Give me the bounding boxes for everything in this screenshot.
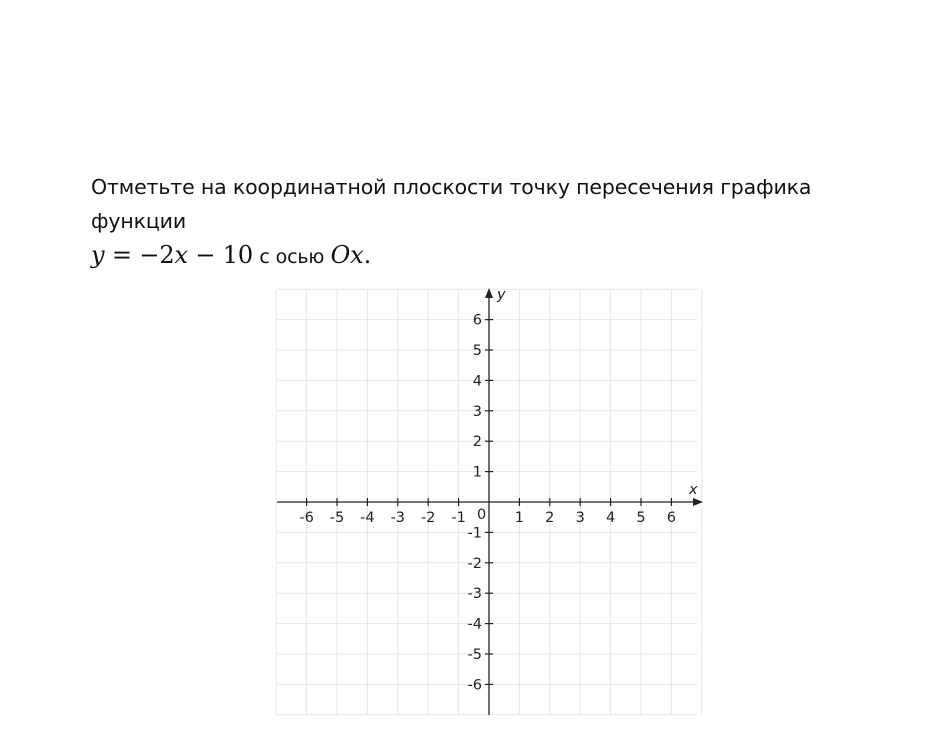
x-tick-label: -3 <box>390 510 406 526</box>
formula-y: y <box>91 241 105 269</box>
x-tick-label: -1 <box>451 510 466 526</box>
formula-minus-sign-2: − <box>195 241 216 269</box>
x-tick-label: 1 <box>514 510 525 526</box>
x-tick-label: 2 <box>545 510 555 526</box>
formula-x: x <box>174 241 188 269</box>
y-tick-label: -2 <box>467 555 482 572</box>
x-tick-label: 3 <box>575 510 585 526</box>
axis-ref-period: . <box>363 241 372 269</box>
y-tick-label: -3 <box>467 586 482 603</box>
y-tick-label: 3 <box>472 403 482 420</box>
y-tick-label: 4 <box>472 373 482 390</box>
axis-ref-x: x <box>350 241 364 269</box>
axis-ref-o: O <box>330 241 351 269</box>
formula-coefficient: 2 <box>159 241 175 269</box>
y-tick-label: -1 <box>467 525 482 542</box>
x-tick-label: 6 <box>666 510 677 526</box>
task-connector: с осью <box>259 246 325 268</box>
x-tick-label: 4 <box>605 510 616 526</box>
y-tick-label: -4 <box>467 616 482 633</box>
x-tick-label: 5 <box>636 510 646 526</box>
axes <box>277 288 703 715</box>
y-axis-label: y <box>497 287 506 303</box>
y-tick-label: 1 <box>472 464 482 481</box>
y-tick-label: 2 <box>472 434 482 451</box>
x-tick-label: -6 <box>299 510 314 526</box>
origin-label: 0 <box>477 507 487 523</box>
x-tick-label: -2 <box>420 510 436 526</box>
y-tick-label: 6 <box>472 312 482 329</box>
y-tick-label: 5 <box>472 343 482 359</box>
formula-equals: = <box>111 241 132 269</box>
y-tick-label: -5 <box>467 647 482 663</box>
formula-minus-sign: − <box>139 241 160 269</box>
tick-labels <box>299 287 698 693</box>
x-tick-label: -4 <box>360 510 375 526</box>
task-prompt: Отметьте на координатной плоскости точку пересечения графика функции <box>91 175 812 233</box>
formula-constant: 10 <box>222 241 254 269</box>
y-tick-label: -6 <box>467 677 482 694</box>
x-axis-label: x <box>689 482 698 498</box>
x-tick-label: -5 <box>329 510 345 526</box>
